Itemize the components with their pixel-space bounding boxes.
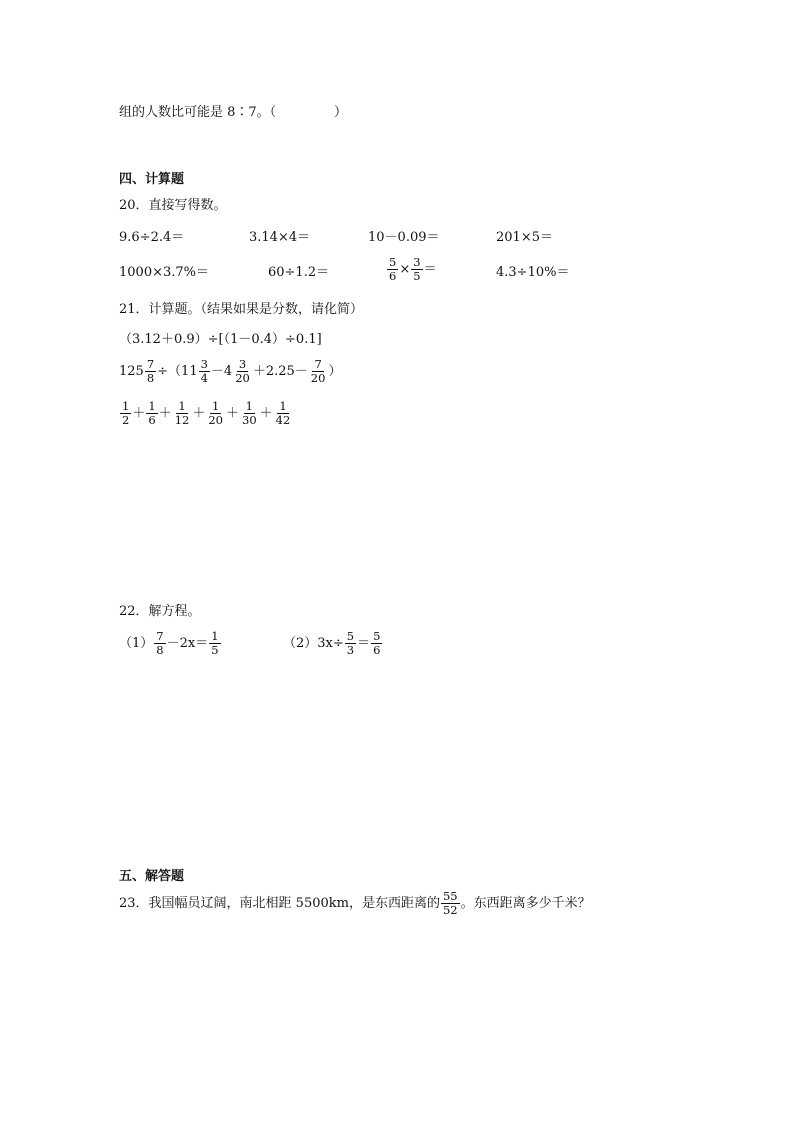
denominator: 42 xyxy=(275,413,291,427)
operator: －4 xyxy=(210,363,233,379)
q19-close: ） xyxy=(334,105,348,120)
q20-item-4: 201×5＝ xyxy=(496,230,553,245)
fraction xyxy=(240,400,259,427)
plus-sign: ＋ xyxy=(132,405,146,421)
section-4-title: 四、计算题 xyxy=(119,172,185,187)
q20-item-1: 9.6÷2.4＝ xyxy=(119,230,185,245)
equation-label: （1） xyxy=(119,635,154,651)
denominator: 8 xyxy=(156,643,164,657)
numerator: 3 xyxy=(413,255,421,269)
plus-sign: ＋ xyxy=(225,405,239,421)
denominator: 20 xyxy=(310,371,326,385)
q20-item-6: 60÷1.2＝ xyxy=(268,265,330,280)
answer-blank[interactable] xyxy=(276,105,334,120)
denominator: 4 xyxy=(200,371,208,385)
denominator: 52 xyxy=(442,903,458,917)
equation-label: （2） xyxy=(283,635,318,651)
plus-sign: ＋ xyxy=(158,405,172,421)
equation-prefix: 3x÷ xyxy=(317,635,344,651)
fraction xyxy=(145,358,156,385)
section-5-title: 五、解答题 xyxy=(119,869,185,884)
denominator: 6 xyxy=(148,413,156,427)
fraction xyxy=(233,358,252,385)
equation-middle: －2x＝ xyxy=(166,635,209,651)
denominator: 20 xyxy=(235,371,250,385)
fraction xyxy=(173,400,192,427)
fraction xyxy=(154,630,165,657)
q23-question xyxy=(119,890,591,917)
q22-equation-2 xyxy=(283,630,383,657)
q20-title: 20．直接写得数。 xyxy=(119,198,227,213)
numerator: 55 xyxy=(442,889,458,903)
q21-expression-3 xyxy=(119,400,293,427)
denominator: 8 xyxy=(146,371,155,385)
fraction xyxy=(274,400,293,427)
operator: ÷（11 xyxy=(157,363,198,379)
q19-text: 组的人数比可能是 8∶7。（ xyxy=(119,105,277,120)
fraction xyxy=(371,630,382,657)
operator: ＋2.25－ xyxy=(252,363,308,379)
fraction xyxy=(309,358,328,385)
question-19-tail xyxy=(119,105,347,121)
q20-item-7 xyxy=(386,256,437,283)
numerator: 7 xyxy=(314,357,322,371)
numerator: 1 xyxy=(279,399,287,413)
times-sign: × xyxy=(399,261,411,277)
numerator: 1 xyxy=(178,399,186,413)
equals-sign: ＝ xyxy=(423,261,437,277)
numerator: 7 xyxy=(156,629,164,643)
numerator: 1 xyxy=(122,399,130,413)
q23-text-before: 23．我国幅员辽阔，南北相距 5500km，是东西距离的 xyxy=(119,895,440,911)
numerator: 7 xyxy=(146,357,155,371)
numerator: 3 xyxy=(238,357,247,371)
numerator: 1 xyxy=(212,399,220,413)
fraction xyxy=(206,400,225,427)
q21-expression-1: （3.12＋0.9）÷[（1－0.4）÷0.1] xyxy=(119,332,322,347)
fraction xyxy=(441,890,460,917)
denominator: 5 xyxy=(211,643,219,657)
q20-item-5: 1000×3.7%＝ xyxy=(119,265,210,280)
fraction xyxy=(209,630,220,657)
q22-equation-1 xyxy=(119,630,222,657)
q22-title: 22．解方程。 xyxy=(119,604,201,619)
numerator: 1 xyxy=(245,399,253,413)
denominator: 30 xyxy=(242,413,257,427)
numerator: 5 xyxy=(346,629,355,643)
denominator: 2 xyxy=(122,413,130,427)
fraction xyxy=(387,256,398,283)
fraction xyxy=(411,256,422,283)
denominator: 3 xyxy=(346,643,355,657)
denominator: 6 xyxy=(373,643,381,657)
denominator: 20 xyxy=(208,413,223,427)
numerator: 3 xyxy=(200,357,208,371)
q20-item-2: 3.14×4＝ xyxy=(249,230,311,245)
fraction xyxy=(146,400,157,427)
denominator: 6 xyxy=(389,269,397,283)
numerator: 1 xyxy=(148,399,156,413)
q20-item-3: 10－0.09＝ xyxy=(368,230,440,245)
close-paren: ） xyxy=(328,363,342,379)
plus-sign: ＋ xyxy=(259,405,273,421)
q23-text-after: 。东西距离多少千米？ xyxy=(460,895,591,911)
denominator: 5 xyxy=(413,269,421,283)
q21-title: 21．计算题。（结果如果是分数，请化简） xyxy=(119,302,364,317)
q20-item-8: 4.3÷10%＝ xyxy=(496,265,570,280)
fraction xyxy=(345,630,356,657)
q21-expression-2 xyxy=(119,358,341,385)
numerator: 5 xyxy=(389,255,397,269)
equals-sign: ＝ xyxy=(357,635,371,651)
fraction xyxy=(199,358,210,385)
denominator: 12 xyxy=(174,413,190,427)
plus-sign: ＋ xyxy=(192,405,206,421)
numerator: 1 xyxy=(211,629,219,643)
numerator: 5 xyxy=(373,629,381,643)
fraction xyxy=(120,400,131,427)
whole-number: 125 xyxy=(119,363,144,379)
